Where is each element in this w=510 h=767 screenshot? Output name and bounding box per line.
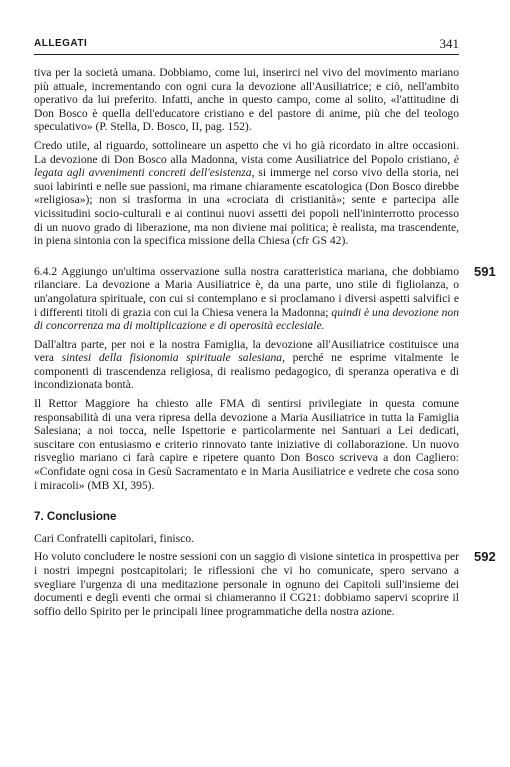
paragraph-block [34, 263, 496, 333]
margin-paragraph-number: 591 [474, 263, 496, 279]
text-run: Ho voluto concludere le nostre sessioni con un saggio di visione sintetica in prospettiva per i nostri impegni postcapitolari; le riflessioni che vi ho comunicate, spero servano a svegliare l'urgenza di una meditazione personale in ognuno dei Capitoli sull'insieme dei documenti e degli eventi che ormai si chiameranno il CG21: dobbiamo sapervi scoprire il soffio dello Spirito per le principali linee programmatiche della nostra azione. [34, 550, 459, 618]
paragraph [34, 265, 459, 333]
section-heading: 7. Conclusione [34, 510, 117, 524]
paragraph [34, 550, 459, 618]
italic-text-run: è legata agli avvenimenti concreti dell'esistenza, [34, 152, 459, 180]
text-run: Dall'altra parte, per noi e la nostra Famiglia, la devozione all'Ausiliatrice costituisce una vera [34, 337, 459, 365]
text-run: Cari Confratelli capitolari, finisco. [34, 531, 195, 545]
paragraph [34, 397, 459, 492]
page-number: 341 [439, 36, 459, 51]
paragraph-block [34, 532, 459, 546]
running-header [34, 36, 459, 55]
paragraph-block [34, 139, 459, 248]
text-run: Credo utile, al riguardo, sottolineare un aspetto che vi ho già ricordato in altre occasioni. La devozione di Don Bosco alla Madonna, vista come Ausiliatrice del Popolo cristiano, [34, 138, 459, 166]
section-title: ALLEGATI [34, 38, 88, 49]
margin-paragraph-number: 592 [474, 549, 496, 565]
text-run: si immerge nel corso vivo della storia, nei suoi labirinti e nelle sue passioni, ma rimane chiaramente escatologica (Don Bosco direbbe «religiosa»); non si trasforma in una «crociata di cristianità»; sente e partecipa alle vicissitudini socio-culturali e ai continui nuovi assetti dei popoli nell'ininterrotto processo di un nuovo grado di liberazione, ma non diviene mai politica; è realista, ma trascendente, in piena sintonia con la specifica missione della Chiesa (cfr GS 42). [34, 166, 459, 248]
italic-text-run: sintesi della fisionomia spirituale salesiana, [61, 351, 285, 365]
paragraph-block [34, 397, 459, 492]
text-run: perché ne esprime vitalmente le componenti di trascendenza religiosa, di realismo pedagogico, di speranza operativa e di incondizionata bontà. [34, 351, 459, 392]
paragraph [34, 338, 459, 392]
paragraph [34, 532, 459, 546]
text-run: Il Rettor Maggiore ha chiesto alle FMA di sentirsi privilegiate in questa comune responsabilità di una vera ripresa della devozione a Maria Ausiliatrice in tutta la Famiglia Salesiana; a noi tocca, nelle Ispettorie e particolarmente nei Santuari a Lei dedicati, suscitare con entusiasmo e criterio rinnovato tante iniziative di collaborazione. Un nuovo risveglio mariano ci farà capire e ripetere quanto Don Bosco scriveva a don Cagliero: «Confidate ogni cosa in Gesù Sacramentato e in Maria Ausiliatrice e vedrete che cosa sono i miracoli» (MB XI, 395). [34, 397, 459, 492]
paragraph [34, 66, 459, 134]
paragraph-block [34, 66, 459, 134]
paragraph-block [34, 549, 496, 618]
paragraph-block [34, 338, 459, 392]
italic-text-run: quindi è una devozione non di concorrenza ma di moltiplicazione e di operosità ecclesiale. [34, 305, 459, 333]
text-run: tiva per la società umana. Dobbiamo, come lui, inserirci nel vivo del movimento mariano più attuale, incrementando con ogni cura la devozione all'Ausiliatrice; e ciò, nell'ambito operativo da lui preferito. Infatti, anche in questo campo, come al solito, «l'attitudine di Don Bosco è quella dell'educatore cristiano e del pastore di anime, più che del teologo speculativo» (P. Stella, D. Bosco, II, pag. 152). [34, 66, 459, 134]
body-text [34, 66, 496, 623]
paragraph [34, 139, 459, 248]
text-run: 6.4.2 Aggiungo un'ultima osservazione sulla nostra caratteristica mariana, che dobbiamo rilanciare. La devozione a Maria Ausiliatrice è, da una parte, uno stile di figliolanza, o un'angolatura spirituale, con cui si contemplano e si proclamano i diversi aspetti salvifici e i differenti titoli di grazia con cui la Chiesa venera la Madonna; [34, 264, 459, 319]
